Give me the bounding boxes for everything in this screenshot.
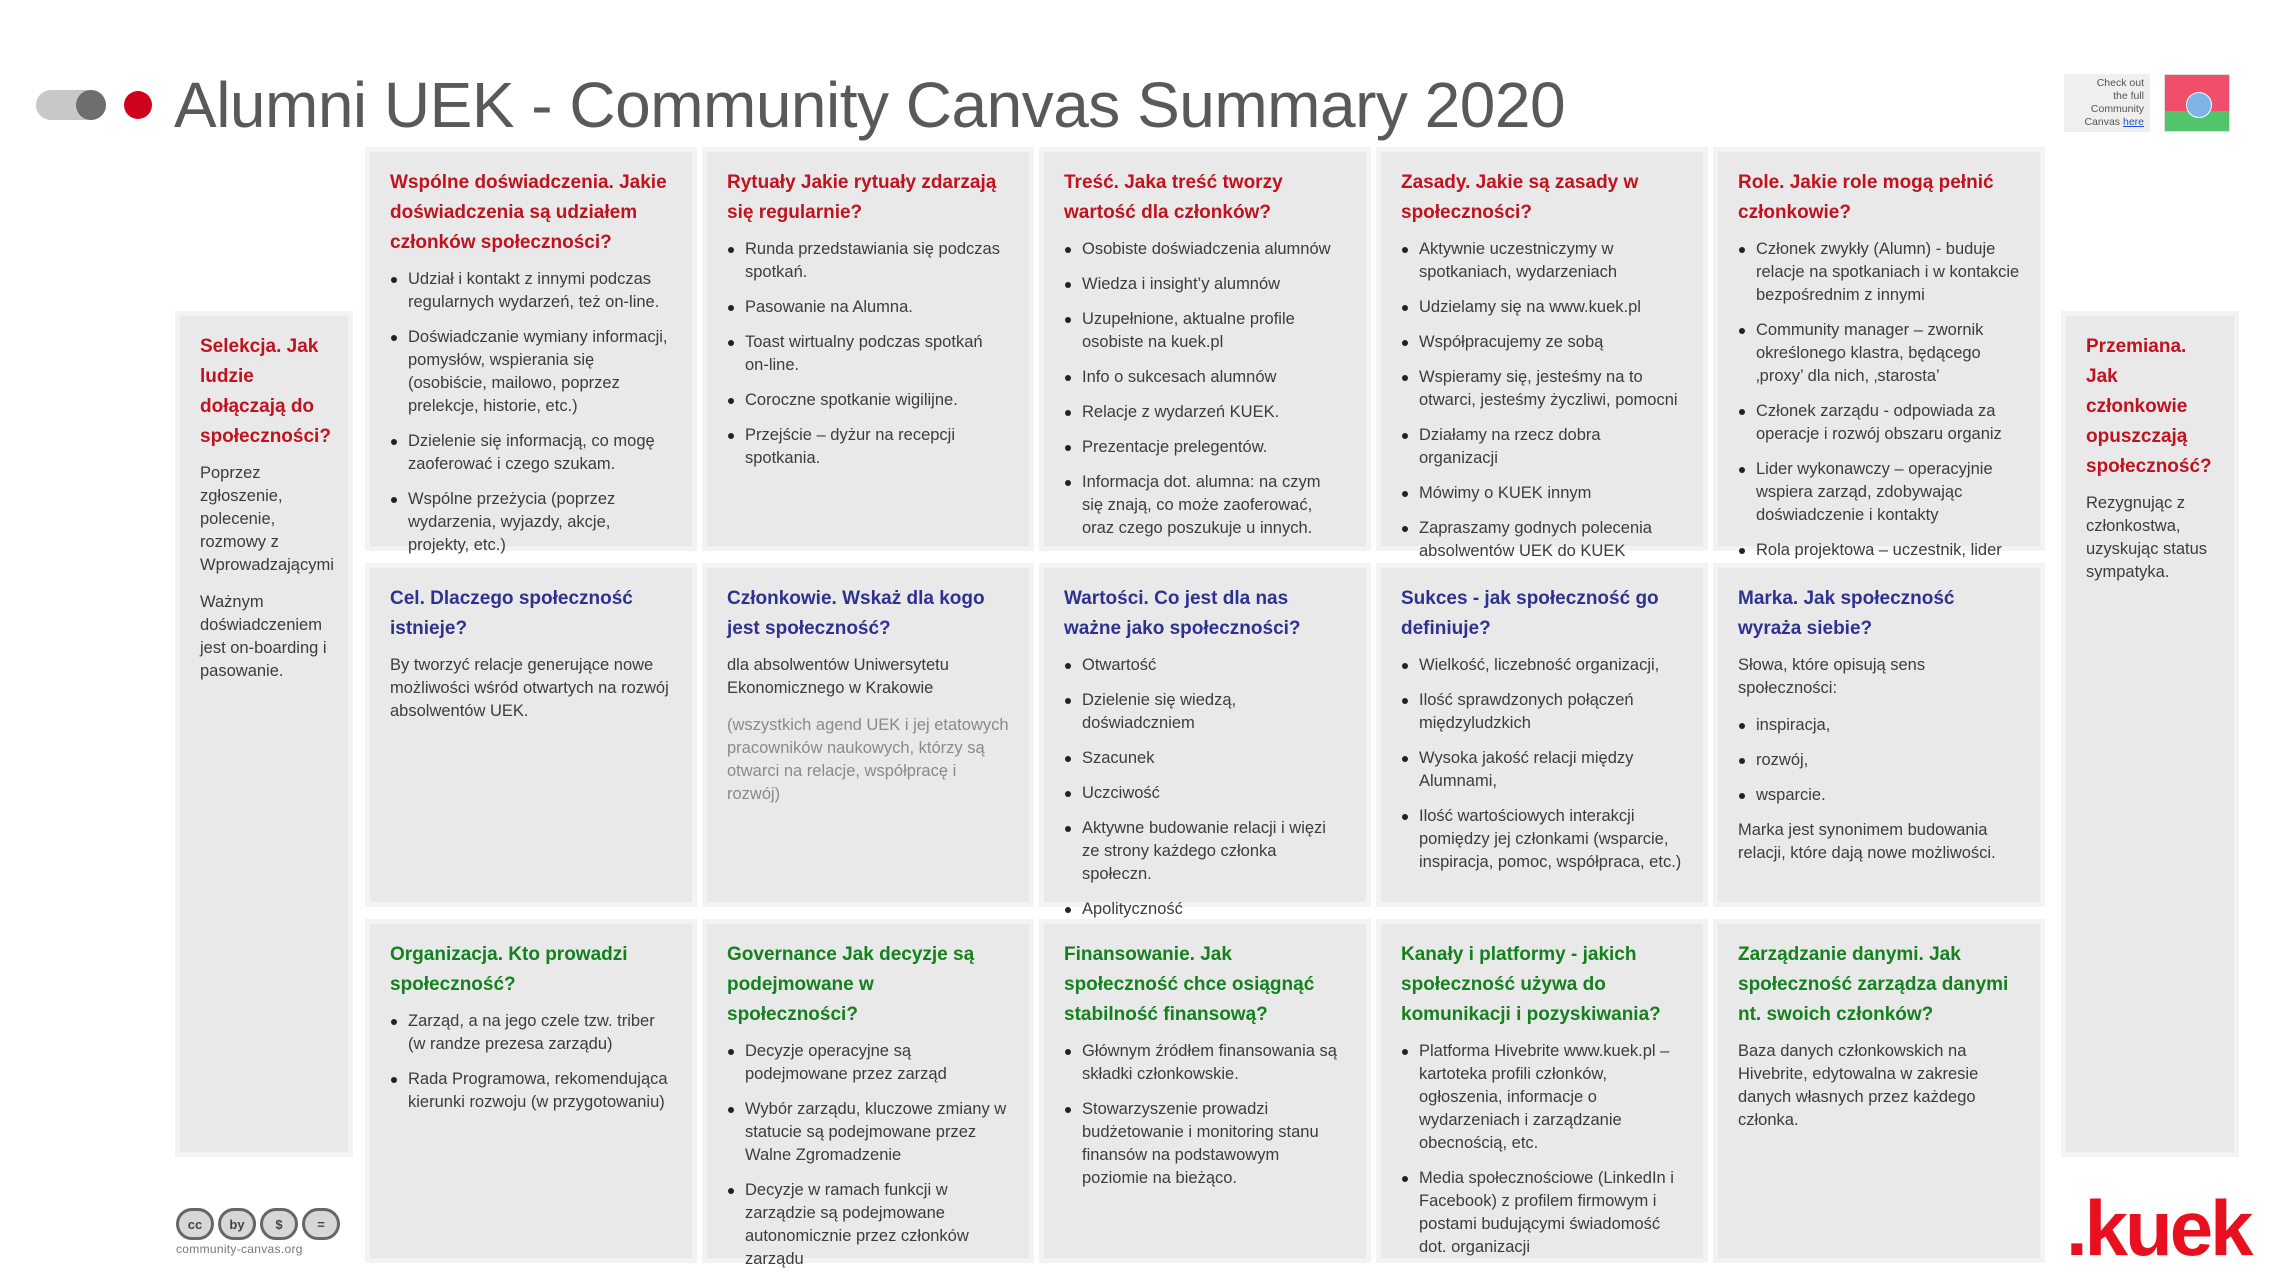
card-title: Zarządzanie danymi. Jak społeczność zarządza danymi nt. swoich członków? <box>1738 944 2009 1025</box>
list-item: Aktywnie uczestniczymy w spotkaniach, wydarzeniach <box>1401 238 1683 284</box>
list-item: Wybór zarządu, kluczowe zmiany w statucie są podejmowane przez Walne Zgromadzenie <box>727 1098 1009 1167</box>
list-item: Udzielamy się na www.kuek.pl <box>1401 296 1683 319</box>
list-item: Wspólne przeżycia (poprzez wydarzenia, wyjazdy, akcje, projekty, etc.) <box>390 488 672 557</box>
list-item: Community manager – zwornik określonego klastra, będącego ‚proxy’ dla nich, ‚starosta’ <box>1738 319 2020 388</box>
card-list <box>1738 714 2020 807</box>
list-item: Doświadczanie wymiany informacji, pomysłów, wspierania się (osobiście, mailowo, poprzez prelekcje, historie, etc.) <box>390 326 672 418</box>
card-czlonkowie <box>707 568 1029 902</box>
list-item: Osobiste doświadczenia alumnów <box>1064 238 1346 261</box>
list-item: Wiedza i insight’y alumnów <box>1064 273 1346 296</box>
card-wartosci <box>1044 568 1366 918</box>
list-item: Stowarzyszenie prowadzi budżetowanie i monitoring stanu finansów na podstawowym poziomie na bieżąco. <box>1064 1098 1346 1190</box>
page-title: Alumni UEK - Community Canvas Summary 2020 <box>174 69 1566 141</box>
cc-badge-icon: cc <box>176 1208 214 1240</box>
card-title: Cel. Dlaczego społeczność istnieje? <box>390 588 633 639</box>
list-item: Członek zarządu - odpowiada za operacje i rozwój obszaru organiz <box>1738 400 2020 446</box>
card-title: Treść. Jaka treść tworzy wartość dla członków? <box>1064 172 1283 223</box>
card-muted-text: (wszystkich agend UEK i jej etatowych pracowników naukowych, którzy są otwarci na relacje, współpracę i rozwój) <box>727 716 1009 803</box>
card-organizacja <box>370 924 692 1258</box>
list-item: Udział i kontakt z innymi podczas regularnych wydarzeń, też on-line. <box>390 268 672 314</box>
list-item: Platforma Hivebrite www.kuek.pl – kartoteka profili członków, ogłoszenia, informacje o wydarzeniach i zarządzanie obecnością, etc. <box>1401 1040 1683 1155</box>
card-title: Governance Jak decyzje są podejmowane w społeczności? <box>727 944 975 1025</box>
list-item: wsparcie. <box>1738 784 2020 807</box>
card-przemiana <box>2066 316 2234 1152</box>
list-item: Relacje z wydarzeń KUEK. <box>1064 401 1346 424</box>
list-item: Runda przedstawiania się podczas spotkań. <box>727 238 1009 284</box>
card-list <box>1401 654 1683 874</box>
card-title: Kanały i platformy - jakich społeczność używa do komunikacji i pozyskiwania? <box>1401 944 1661 1025</box>
list-item: Coroczne spotkanie wigilijne. <box>727 389 1009 412</box>
thumbnail-circle <box>2186 92 2212 118</box>
card-title: Role. Jakie role mogą pełnić członkowie? <box>1738 172 1994 223</box>
card-text: Poprzez zgłoszenie, polecenie, rozmowy z Wprowadzającymi <box>200 464 334 574</box>
list-item: Lider wykonawczy – operacyjnie wspiera zarząd, zdobywając doświadczenie i kontakty <box>1738 458 2020 527</box>
checkout-box <box>2064 74 2234 132</box>
list-item: Mówimy o KUEK innym <box>1401 482 1683 505</box>
canvas-here-link[interactable]: here <box>2122 116 2144 128</box>
kuek-logo: .kuek <box>2066 1184 2251 1272</box>
card-kanaly <box>1381 924 1703 1258</box>
card-title: Członkowie. Wskaż dla kogo jest społeczność? <box>727 588 985 639</box>
card-selekcja <box>180 316 348 1152</box>
card-tresc <box>1044 152 1366 546</box>
card-marka <box>1718 568 2040 902</box>
card-list <box>1401 238 1683 563</box>
list-item: Uczciwość <box>1064 782 1346 805</box>
cc-by-icon: by <box>218 1208 256 1240</box>
card-text: Baza danych członkowskich na Hivebrite, edytowalna w zakresie danych własnych przez każdego członka. <box>1738 1042 1979 1129</box>
list-item: Apolityczność <box>1064 898 1346 921</box>
card-text: Rezygnując z członkostwa, uzyskując status sympatyka. <box>2086 494 2208 581</box>
card-title: Rytuały Jakie rytuały zdarzają się regularnie? <box>727 172 997 223</box>
canvas-thumbnail-icon[interactable] <box>2164 74 2230 132</box>
list-item: Uzupełnione, aktualne profile osobiste na kuek.pl <box>1064 308 1346 354</box>
card-rytualy <box>707 152 1029 546</box>
card-list <box>390 1010 672 1114</box>
card-title: Finansowanie. Jak społeczność chce osiągnąć stabilność finansową? <box>1064 944 1315 1025</box>
card-title: Zasady. Jakie są zasady w społeczności? <box>1401 172 1639 223</box>
list-item: Decyzje w ramach funkcji w zarządzie są podejmowane autonomicznie przez członków zarządu <box>727 1179 1009 1271</box>
card-text: dla absolwentów Uniwersytetu Ekonomicznego w Krakowie <box>727 656 949 697</box>
list-item: Aktywne budowanie relacji i więzi ze strony każdego członka społeczn. <box>1064 817 1346 886</box>
list-item: Zarząd, a na jego czele tzw. triber (w randze prezesa zarządu) <box>390 1010 672 1056</box>
list-item: Prezentacje prelegentów. <box>1064 436 1346 459</box>
list-item: Wspieramy się, jesteśmy na to otwarci, jesteśmy życzliwi, pomocni <box>1401 366 1683 412</box>
card-title: Marka. Jak społeczność wyraża siebie? <box>1738 588 1955 639</box>
creative-commons-icon <box>176 1208 352 1260</box>
card-list <box>1064 238 1346 540</box>
list-item: Wysoka jakość relacji między Alumnami, <box>1401 747 1683 793</box>
list-item: Rada Programowa, rekomendująca kierunki rozwoju (w przygotowaniu) <box>390 1068 672 1114</box>
card-wspolne-doswiadczenia <box>370 152 692 554</box>
card-role <box>1718 152 2040 559</box>
card-title: Selekcja. Jak ludzie dołączają do społeczności? <box>200 336 331 447</box>
checkout-text <box>2064 74 2150 132</box>
card-text: Marka jest synonimem budowania relacji, które dają nowe możliwości. <box>1738 821 1996 862</box>
card-sukces <box>1381 568 1703 902</box>
list-item: Ilość wartościowych interakcji pomiędzy jej członkami (wsparcie, inspiracja, pomoc, współpraca, etc.) <box>1401 805 1683 874</box>
card-title: Organizacja. Kto prowadzi społeczność? <box>390 944 628 995</box>
cc-badges <box>176 1208 352 1240</box>
checkout-line: the full <box>2113 90 2144 102</box>
list-item: Pasowanie na Alumna. <box>727 296 1009 319</box>
cc-nc-icon: $ <box>260 1208 298 1240</box>
list-item: Współpracujemy ze sobą <box>1401 331 1683 354</box>
card-cel <box>370 568 692 902</box>
card-title: Sukces - jak społeczność go definiuje? <box>1401 588 1659 639</box>
list-item: Media społecznościowe (LinkedIn i Facebook) z profilem firmowym i postami budującymi świadomość dot. organizacji <box>1401 1167 1683 1259</box>
list-item: Dzielenie się informacją, co mogę zaoferować i czego szukam. <box>390 430 672 476</box>
list-item: Decyzje operacyjne są podejmowane przez zarząd <box>727 1040 1009 1086</box>
list-item: Otwartość <box>1064 654 1346 677</box>
list-item: inspiracja, <box>1738 714 2020 737</box>
checkout-line: Community <box>2090 103 2144 115</box>
checkout-line: Canvas <box>2084 116 2123 128</box>
red-dot-icon <box>124 91 152 119</box>
cc-source-text: community-canvas.org <box>176 1242 303 1256</box>
list-item: Ilość sprawdzonych połączeń międzyludzkich <box>1401 689 1683 735</box>
list-item: Zapraszamy godnych polecenia absolwentów UEK do KUEK <box>1401 517 1683 563</box>
card-text: Słowa, które opisują sens społeczności: <box>1738 656 1926 697</box>
card-governance <box>707 924 1029 1268</box>
list-item: Członek zwykły (Alumn) - buduje relacje na spotkaniach i w kontakcie bezpośrednim z innymi <box>1738 238 2020 307</box>
card-title: Przemiana. Jak członkowie opuszczają społeczność? <box>2086 336 2212 477</box>
list-item: Dzielenie się wiedzą, doświadczniem <box>1064 689 1346 735</box>
list-item: Głównym źródłem finansowania są składki członkowskie. <box>1064 1040 1346 1086</box>
card-list <box>1064 654 1346 921</box>
card-title: Wspólne doświadczenia. Jakie doświadczenia są udziałem członków społeczności? <box>390 172 667 253</box>
list-item: Wielkość, liczebność organizacji, <box>1401 654 1683 677</box>
list-item: Toast wirtualny podczas spotkań on-line. <box>727 331 1009 377</box>
card-list <box>1401 1040 1683 1259</box>
cc-nd-icon: = <box>302 1208 340 1240</box>
list-item: Szacunek <box>1064 747 1346 770</box>
card-zarzadzanie-danymi <box>1718 924 2040 1258</box>
toggle-knob <box>76 90 106 120</box>
card-list <box>727 238 1009 470</box>
checkout-line: Check out <box>2096 77 2144 89</box>
toggle-icon[interactable] <box>36 90 106 120</box>
card-list <box>1738 238 2020 562</box>
card-list <box>390 268 672 557</box>
list-item: Działamy na rzecz dobra organizacji <box>1401 424 1683 470</box>
card-title: Wartości. Co jest dla nas ważne jako społeczności? <box>1064 588 1301 639</box>
card-text: Ważnym doświadczeniem jest on-boarding i pasowanie. <box>200 593 327 680</box>
list-item: Przejście – dyżur na recepcji spotkania. <box>727 424 1009 470</box>
list-item: Informacja dot. alumna: na czym się znają, co może zaoferować, oraz czego poszukuje u innych. <box>1064 471 1346 540</box>
header <box>36 60 1565 150</box>
card-list <box>727 1040 1009 1271</box>
list-item: rozwój, <box>1738 749 2020 772</box>
list-item: Rola projektowa – uczestnik, lider <box>1738 539 2020 562</box>
card-finansowanie <box>1044 924 1366 1258</box>
card-text: By tworzyć relacje generujące nowe możliwości wśród otwartych na rozwój absolwentów UEK. <box>390 656 669 720</box>
card-zasady <box>1381 152 1703 560</box>
list-item: Info o sukcesach alumnów <box>1064 366 1346 389</box>
card-list <box>1064 1040 1346 1190</box>
